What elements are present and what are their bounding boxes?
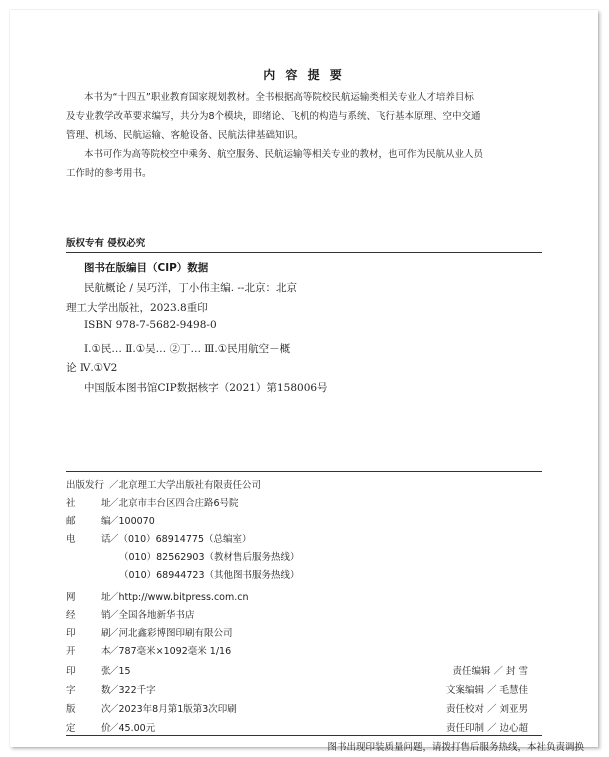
field-value: ／100070 bbox=[109, 516, 155, 527]
field-label: 编 bbox=[101, 516, 111, 527]
field-value: ／787毫米×1092毫米 1/16 bbox=[109, 646, 232, 657]
copy-editor: 文案编辑 ／ 毛慧佳 bbox=[445, 685, 528, 696]
cip-line: 理工大学出版社，2023.8重印 bbox=[66, 302, 208, 314]
field-label: 本 bbox=[101, 646, 111, 657]
cip-line: 中国版本图书馆CIP数据核字（2021）第158006号 bbox=[84, 382, 328, 394]
cip-line: 论 Ⅳ.①V2 bbox=[66, 362, 118, 374]
field-label: 印 bbox=[66, 628, 76, 639]
field-label: 出版发行 bbox=[66, 480, 105, 491]
responsible-editor: 责任编辑 ／ 封 雪 bbox=[452, 666, 528, 677]
divider bbox=[66, 252, 542, 253]
field-label: 网 bbox=[66, 592, 76, 603]
summary-line: 本书可作为高等院校空中乘务、航空服务、民航运输等相关专业的教材，也可作为民航从业人员 bbox=[84, 149, 484, 160]
cip-line: Ⅰ.①民… Ⅱ.①吴… ②丁… Ⅲ.①民用航空－概 bbox=[84, 343, 291, 355]
summary-line: 及专业教学改革要求编写，共分为8个模块，即绪论、飞机的构造与系统、飞行基本原理、空中交通 bbox=[66, 111, 481, 122]
field-value: ／45.00元 bbox=[109, 723, 156, 734]
field-label: 电 bbox=[66, 534, 76, 545]
field-label: 数 bbox=[101, 685, 111, 696]
summary-line: 工作时的参考用书。 bbox=[66, 168, 152, 179]
field-value: ／全国各地新华书店 bbox=[109, 610, 195, 621]
field-label: 刷 bbox=[101, 628, 111, 639]
field-label: 开 bbox=[66, 646, 76, 657]
field-value: ／322千字 bbox=[109, 685, 156, 696]
field-label: 次 bbox=[101, 704, 111, 715]
cip-heading: 图书在版编目（CIP）数据 bbox=[84, 262, 209, 274]
field-label: 经 bbox=[66, 610, 76, 621]
field-value: ／2023年8月第1版第3次印刷 bbox=[109, 704, 237, 715]
field-value: （010）68944723（其他图书服务热线） bbox=[119, 570, 300, 581]
field-value: （010）82562903（教材售后服务热线） bbox=[119, 552, 300, 563]
rights-notice: 版权专有 侵权必究 bbox=[66, 238, 146, 249]
field-value: ／河北鑫彩博图印刷有限公司 bbox=[109, 628, 233, 639]
field-label: 社 bbox=[66, 498, 76, 509]
field-value: ／北京市丰台区四合庄路6号院 bbox=[109, 498, 239, 509]
field-value: ／15 bbox=[109, 666, 131, 677]
cip-line: ISBN 978-7-5682-9498-0 bbox=[84, 319, 217, 331]
quality-notice: 图书出现印装质量问题，请拨打售后服务热线，本社负责调换 bbox=[327, 742, 584, 753]
divider bbox=[66, 735, 542, 736]
field-label: 张 bbox=[101, 666, 111, 677]
summary-line: 管理、机场、民航运输、客舱设备、民航法律基础知识。 bbox=[66, 130, 304, 141]
field-label: 址 bbox=[101, 498, 111, 509]
field-label: 版 bbox=[66, 704, 76, 715]
print-supervisor: 责任印制 ／ 边心超 bbox=[445, 723, 528, 734]
field-label: 印 bbox=[66, 666, 76, 677]
field-label: 价 bbox=[101, 723, 111, 734]
copyright-page bbox=[10, 10, 598, 747]
field-value: ／（010）68914775（总编室） bbox=[109, 534, 252, 545]
field-label: 邮 bbox=[66, 516, 76, 527]
field-label: 话 bbox=[101, 534, 111, 545]
proofreader: 责任校对 ／ 刘亚男 bbox=[445, 704, 528, 715]
cip-line: 民航概论 / 吴巧洋，丁小伟主编. --北京：北京 bbox=[84, 282, 297, 294]
field-label: 销 bbox=[101, 610, 111, 621]
divider bbox=[66, 471, 542, 472]
summary-line: 本书为“十四五”职业教育国家规划教材。全书根据高等院校民航运输类相关专业人才培养目标 bbox=[84, 92, 474, 103]
field-label: 定 bbox=[66, 723, 76, 734]
field-value: ／http://www.bitpress.com.cn bbox=[109, 592, 249, 603]
field-label: 字 bbox=[66, 685, 76, 696]
field-value: ／北京理工大学出版社有限责任公司 bbox=[109, 480, 262, 491]
summary-title: 内 容 提 要 bbox=[263, 68, 345, 82]
field-label: 址 bbox=[101, 592, 111, 603]
